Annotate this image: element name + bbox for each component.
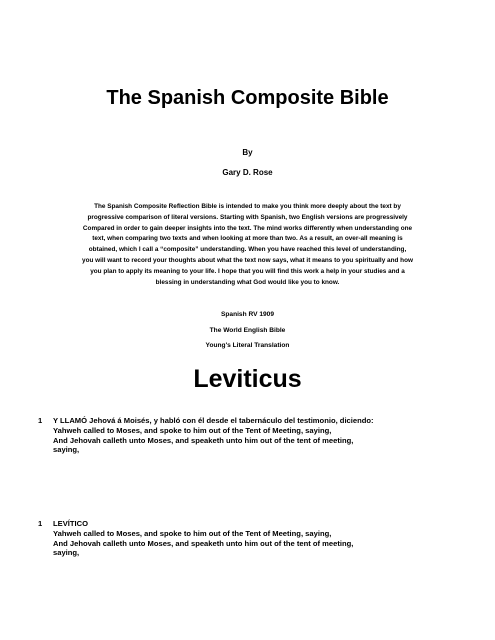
verse-block [38,416,478,455]
verse-block [38,519,478,558]
version-item: The World English Bible [209,326,286,334]
intro-line: obtained, which I call a “composite” understanding. When you have reached this level of understanding, [88,246,407,254]
verse-line: Yahweh called to Moses, and spoke to him out of the Tent of Meeting, saying, [53,528,332,538]
verse-line: Yahweh called to Moses, and spoke to him out of the Tent of Meeting, saying, [53,425,332,435]
intro-line: The Spanish Composite Reflection Bible is intended to make you think more deeply about the text by [94,203,401,210]
verse-line: Y LLAMÓ Jehová á Moisés, y habló con él desde el tabernáculo del testimonio, diciendo: [53,416,374,425]
author-name: Gary D. Rose [222,168,273,177]
intro-line: blessing in understanding what God would like you to know. [155,278,340,286]
version-item: Spanish RV 1909 [220,311,275,318]
verse-line: LEVÍTICO [53,519,89,528]
version-item: Young's Literal Translation [205,342,290,349]
verse-lines [53,416,478,455]
intro-line: text, when comparing two texts and when looking at more than two. As a result, an over-all meaning is [92,235,403,243]
verse-number: 1 [38,416,43,425]
intro-line: Compared in order to gain deeper insights into the text. The mind works differently when understanding one [82,224,413,232]
intro-line: you plan to apply its meaning to your life. I hope that you will find this work a help in your studies and a [90,267,405,275]
intro-line: you will want to record your thoughts about what the text now says, what it means to you spiritually and how [82,256,413,264]
verse-lines [53,519,478,558]
intro-line: progressive comparison of literal versions. Starting with Spanish, two English versions are progressively [87,213,408,221]
byline-label: By [242,148,253,157]
verse-line: And Jehovah calleth unto Moses, and speaketh unto him out of the tent of meeting, [53,435,354,445]
version-list [0,307,495,354]
intro-paragraph [28,202,467,288]
book-title: Leviticus [193,365,302,393]
verse-number: 1 [38,519,43,528]
verse-line: saying, [53,445,80,455]
document-title: The Spanish Composite Bible [106,87,389,109]
verse-line: And Jehovah calleth unto Moses, and speaketh unto him out of the tent of meeting, [53,538,354,548]
verse-line: saying, [53,548,80,558]
